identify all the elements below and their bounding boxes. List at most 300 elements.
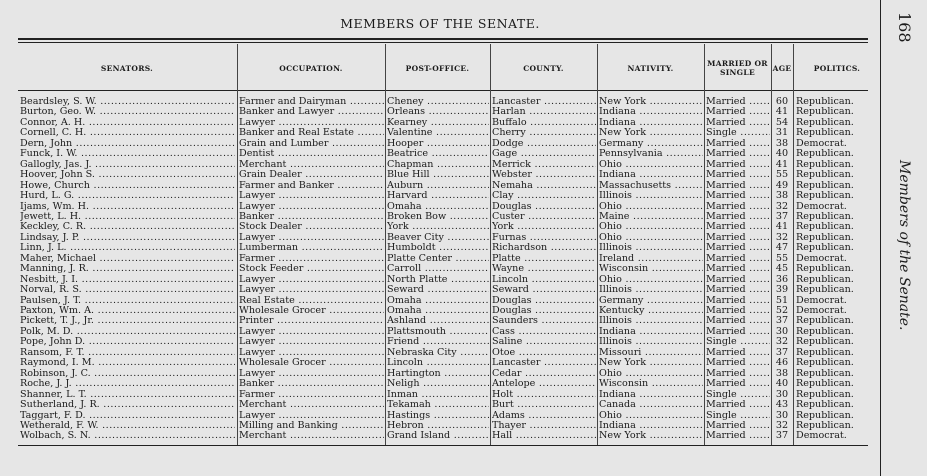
occupation-cell: Lawyer ..... (239, 368, 384, 379)
politics-cell: Republican. (796, 116, 854, 128)
senator-name-cell: Raymond, I. M. ..... (20, 357, 235, 368)
post-office-cell: Omaha ..... (387, 305, 489, 316)
politics-cell: Democrat. (796, 294, 847, 306)
county-cell: Saunders ..... (492, 315, 596, 326)
post-office-cell: Grand Island ..... (387, 430, 489, 441)
occupation-cell: Lumberman ..... (239, 242, 384, 253)
table-row (0, 127, 880, 138)
occupation-cell: Real Estate ..... (239, 295, 384, 306)
age-cell: 38 (775, 137, 789, 149)
married-cell: Married ..... (706, 274, 770, 285)
married-cell: Married ..... (706, 284, 770, 295)
table-row (0, 159, 880, 170)
senator-name-cell: Burton, Geo. W. ..... (20, 106, 235, 117)
post-office-cell: York ..... (387, 221, 489, 232)
table-row (0, 117, 880, 128)
senator-name-cell: Cornell, C. H. ..... (20, 127, 235, 138)
married-cell: Married ..... (706, 347, 770, 358)
occupation-cell: Banker and Real Estate ..... (239, 127, 384, 138)
married-cell: Married ..... (706, 180, 770, 191)
right-border-line (880, 0, 881, 476)
col-head-age: AGE (772, 63, 792, 73)
senator-name-cell: Dern, John ..... (20, 138, 235, 149)
county-cell: Lancaster ..... (492, 96, 596, 107)
age-cell: 46 (775, 357, 789, 369)
married-cell: Married ..... (706, 399, 770, 410)
age-cell: 37 (775, 315, 789, 327)
married-cell: Single ..... (706, 410, 770, 421)
county-cell: Adams ..... (492, 410, 596, 421)
politics-cell: Republican. (796, 179, 854, 191)
table-row (0, 430, 880, 441)
politics-cell: Republican. (796, 378, 854, 390)
age-cell: 31 (775, 127, 789, 139)
married-cell: Married ..... (706, 148, 770, 159)
table-row (0, 180, 880, 191)
politics-cell: Republican. (796, 106, 854, 118)
senator-name-cell: Pope, John D. ..... (20, 336, 235, 347)
county-cell: Otoe ..... (492, 347, 596, 358)
nativity-cell: Ireland ..... (599, 253, 703, 264)
senator-name-cell: Jewett, L. H. ..... (20, 211, 235, 222)
post-office-cell: Blue Hill ..... (387, 169, 489, 180)
politics-cell: Republican. (796, 158, 854, 170)
nativity-cell: Maine ..... (599, 211, 703, 222)
county-cell: Holt ..... (492, 389, 596, 400)
occupation-cell: Farmer and Dairyman ..... (239, 96, 384, 107)
occupation-cell: Farmer ..... (239, 389, 384, 400)
table-row (0, 315, 880, 326)
occupation-cell: Grain and Lumber ..... (239, 138, 384, 149)
occupation-cell: Grain Dealer ..... (239, 169, 384, 180)
bottom-rule (18, 445, 868, 446)
politics-cell: Republican. (796, 190, 854, 202)
occupation-cell: Lawyer ..... (239, 347, 384, 358)
senator-name-cell: Linn, J. L. ..... (20, 242, 235, 253)
occupation-cell: Banker ..... (239, 211, 384, 222)
nativity-cell: New York ..... (599, 430, 703, 441)
county-cell: Burt ..... (492, 399, 596, 410)
politics-cell: Republican. (796, 263, 854, 275)
occupation-cell: Merchant ..... (239, 430, 384, 441)
politics-cell: Republican. (796, 169, 854, 181)
table-row (0, 232, 880, 243)
politics-cell: Democrat. (796, 430, 847, 442)
table-row (0, 378, 880, 389)
post-office-cell: Tekamah ..... (387, 399, 489, 410)
page-number: 168 (895, 12, 914, 43)
post-office-cell: Seward ..... (387, 284, 489, 295)
senator-name-cell: Beardsley, S. W. ..... (20, 96, 235, 107)
politics-cell: Republican. (796, 367, 854, 379)
nativity-cell: Ohio ..... (599, 410, 703, 421)
post-office-cell: Plattsmouth ..... (387, 326, 489, 337)
married-cell: Married ..... (706, 190, 770, 201)
post-office-cell: Carroll ..... (387, 263, 489, 274)
married-cell: Married ..... (706, 159, 770, 170)
county-cell: Douglas ..... (492, 295, 596, 306)
married-cell: Married ..... (706, 221, 770, 232)
post-office-cell: Orleans ..... (387, 106, 489, 117)
politics-cell: Republican. (796, 231, 854, 243)
nativity-cell: Indiana ..... (599, 326, 703, 337)
table-row (0, 190, 880, 201)
age-cell: 32 (775, 419, 789, 431)
table-row (0, 410, 880, 421)
politics-cell: Democrat. (796, 200, 847, 212)
post-office-cell: Omaha ..... (387, 201, 489, 212)
occupation-cell: Lawyer ..... (239, 190, 384, 201)
top-rule-thin (18, 42, 868, 43)
table-row (0, 148, 880, 159)
married-cell: Married ..... (706, 430, 770, 441)
nativity-cell: Indiana ..... (599, 420, 703, 431)
nativity-cell: Ohio ..... (599, 232, 703, 243)
county-cell: Hall ..... (492, 430, 596, 441)
nativity-cell: New York ..... (599, 96, 703, 107)
county-cell: Lincoln ..... (492, 274, 596, 285)
county-cell: Harlan ..... (492, 106, 596, 117)
post-office-cell: Lincoln ..... (387, 357, 489, 368)
nativity-cell: Pennsylvania ..... (599, 148, 703, 159)
nativity-cell: Ohio ..... (599, 159, 703, 170)
senator-name-cell: Polk, M. D. ..... (20, 326, 235, 337)
table-row (0, 357, 880, 368)
table-row (0, 169, 880, 180)
header-bottom-rule (18, 90, 868, 91)
table-row (0, 389, 880, 400)
post-office-cell: Hartington ..... (387, 368, 489, 379)
table-row (0, 305, 880, 316)
table-row (0, 274, 880, 285)
county-cell: Clay ..... (492, 190, 596, 201)
married-cell: Married ..... (706, 315, 770, 326)
table-row (0, 138, 880, 149)
politics-cell: Republican. (796, 346, 854, 358)
table-row (0, 326, 880, 337)
occupation-cell: Lawyer ..... (239, 274, 384, 285)
county-cell: Merrick ..... (492, 159, 596, 170)
post-office-cell: Auburn ..... (387, 180, 489, 191)
politics-cell: Democrat. (796, 305, 847, 316)
age-cell: 41 (775, 158, 789, 170)
politics-cell: Republican. (796, 419, 854, 431)
post-office-cell: Platte Center ..... (387, 253, 489, 264)
senator-name-cell: Maher, Michael ..... (20, 253, 235, 264)
nativity-cell: Indiana ..... (599, 117, 703, 128)
senator-name-cell: Norval, R. S. ..... (20, 284, 235, 295)
age-cell: 41 (775, 221, 789, 233)
occupation-cell: Wholesale Grocer ..... (239, 305, 384, 316)
senator-name-cell: Hurd, L. G. ..... (20, 190, 235, 201)
senator-name-cell: Pickett, T. J., Jr. ..... (20, 315, 235, 326)
county-cell: York ..... (492, 221, 596, 232)
nativity-cell: Illinois ..... (599, 315, 703, 326)
occupation-cell: Lawyer ..... (239, 201, 384, 212)
col-head-county: COUNTY. (523, 63, 564, 73)
county-cell: Custer ..... (492, 211, 596, 222)
county-cell: Richardson ..... (492, 242, 596, 253)
nativity-cell: Wisconsin ..... (599, 378, 703, 389)
top-rule (18, 38, 868, 40)
post-office-cell: Ashland ..... (387, 315, 489, 326)
married-cell: Married ..... (706, 263, 770, 274)
table-row (0, 211, 880, 222)
table-row (0, 96, 880, 107)
county-cell: Lancaster ..... (492, 357, 596, 368)
post-office-cell: Hebron ..... (387, 420, 489, 431)
nativity-cell: Wisconsin ..... (599, 263, 703, 274)
politics-cell: Democrat. (796, 137, 847, 149)
county-cell: Wayne ..... (492, 263, 596, 274)
occupation-cell: Stock Feeder ..... (239, 263, 384, 274)
married-cell: Married ..... (706, 326, 770, 337)
nativity-cell: New York ..... (599, 127, 703, 138)
post-office-cell: Inman ..... (387, 389, 489, 400)
senator-name-cell: Shanner, L. T. ..... (20, 389, 235, 400)
age-cell: 30 (775, 325, 789, 337)
occupation-cell: Lawyer ..... (239, 326, 384, 337)
politics-cell: Republican. (796, 127, 854, 139)
table-row (0, 242, 880, 253)
married-cell: Single ..... (706, 127, 770, 138)
senator-name-cell: Hoover, John S. ..... (20, 169, 235, 180)
post-office-cell: North Platte ..... (387, 274, 489, 285)
married-cell: Married ..... (706, 169, 770, 180)
married-cell: Married ..... (706, 295, 770, 306)
occupation-cell: Banker and Lawyer ..... (239, 106, 384, 117)
occupation-cell: Merchant ..... (239, 159, 384, 170)
post-office-cell: Humboldt ..... (387, 242, 489, 253)
married-cell: Married ..... (706, 357, 770, 368)
col-head-occupation: OCCUPATION. (279, 63, 343, 73)
col-head-senators: SENATORS. (100, 63, 154, 73)
senator-name-cell: Keckley, C. R. ..... (20, 221, 235, 232)
page-title: MEMBERS OF THE SENATE. (340, 16, 540, 31)
post-office-cell: Beaver City ..... (387, 232, 489, 243)
county-cell: Furnas ..... (492, 232, 596, 243)
senator-name-cell: Sutherland, J. R. ..... (20, 399, 235, 410)
nativity-cell: Ohio ..... (599, 274, 703, 285)
senator-name-cell: Ransom, F. T. ..... (20, 347, 235, 358)
nativity-cell: Illinois ..... (599, 190, 703, 201)
nativity-cell: Illinois ..... (599, 242, 703, 253)
county-cell: Cass ..... (492, 326, 596, 337)
table-row (0, 263, 880, 274)
occupation-cell: Farmer ..... (239, 253, 384, 264)
married-cell: Married ..... (706, 378, 770, 389)
occupation-cell: Stock Dealer ..... (239, 221, 384, 232)
nativity-cell: Indiana ..... (599, 169, 703, 180)
age-cell: 55 (775, 169, 789, 181)
occupation-cell: Lawyer ..... (239, 284, 384, 295)
occupation-cell: Lawyer ..... (239, 117, 384, 128)
age-cell: 60 (775, 96, 789, 107)
occupation-cell: Printer ..... (239, 315, 384, 326)
age-cell: 36 (775, 273, 789, 285)
table-row (0, 201, 880, 212)
nativity-cell: Illinois ..... (599, 284, 703, 295)
nativity-cell: Indiana ..... (599, 106, 703, 117)
post-office-cell: Nebraska City ..... (387, 347, 489, 358)
post-office-cell: Kearney ..... (387, 117, 489, 128)
senator-name-cell: Wetherald, F. W. ..... (20, 420, 235, 431)
post-office-cell: Hastings ..... (387, 410, 489, 421)
age-cell: 49 (775, 179, 789, 191)
occupation-cell: Lawyer ..... (239, 410, 384, 421)
col-head-politics: POLITICS. (813, 63, 861, 73)
age-cell: 45 (775, 263, 789, 275)
table-row (0, 221, 880, 232)
age-cell: 40 (775, 378, 789, 390)
post-office-cell: Beatrice ..... (387, 148, 489, 159)
county-cell: Dodge ..... (492, 138, 596, 149)
politics-cell: Republican. (796, 357, 854, 369)
occupation-cell: Milling and Banking ..... (239, 420, 384, 431)
politics-cell: Republican. (796, 315, 854, 327)
age-cell: 37 (775, 430, 789, 442)
county-cell: Buffalo ..... (492, 117, 596, 128)
nativity-cell: Kentucky ..... (599, 305, 703, 316)
politics-cell: Republican. (796, 284, 854, 296)
senator-name-cell: Taggart, F. D. ..... (20, 410, 235, 421)
politics-cell: Republican. (796, 242, 854, 254)
age-cell: 52 (775, 305, 789, 316)
post-office-cell: Neligh ..... (387, 378, 489, 389)
post-office-cell: Omaha ..... (387, 295, 489, 306)
nativity-cell: Ohio ..... (599, 201, 703, 212)
senator-name-cell: Connor, A. H. ..... (20, 117, 235, 128)
nativity-cell: Ohio ..... (599, 368, 703, 379)
senator-name-cell: Paxton, Wm. A. ..... (20, 305, 235, 316)
post-office-cell: Hooper ..... (387, 138, 489, 149)
age-cell: 32 (775, 200, 789, 212)
occupation-cell: Banker ..... (239, 378, 384, 389)
county-cell: Platte ..... (492, 253, 596, 264)
post-office-cell: Friend ..... (387, 336, 489, 347)
married-cell: Married ..... (706, 117, 770, 128)
age-cell: 41 (775, 106, 789, 118)
married-cell: Single ..... (706, 389, 770, 400)
age-cell: 47 (775, 242, 789, 254)
nativity-cell: Massachusetts ..... (599, 180, 703, 191)
nativity-cell: Illinois ..... (599, 336, 703, 347)
politics-cell: Republican. (796, 210, 854, 222)
county-cell: Nemaha ..... (492, 180, 596, 191)
politics-cell: Democrat. (796, 252, 847, 264)
politics-cell: Republican. (796, 148, 854, 160)
post-office-cell: Harvard ..... (387, 190, 489, 201)
senator-name-cell: Roche, J. J. ..... (20, 378, 235, 389)
table-row (0, 106, 880, 117)
politics-cell: Republican. (796, 273, 854, 285)
married-cell: Married ..... (706, 201, 770, 212)
age-cell: 32 (775, 231, 789, 243)
married-cell: Married ..... (706, 96, 770, 107)
age-cell: 37 (775, 346, 789, 358)
nativity-cell: Germany ..... (599, 295, 703, 306)
post-office-cell: Chapman ..... (387, 159, 489, 170)
table-row (0, 336, 880, 347)
nativity-cell: New York ..... (599, 357, 703, 368)
occupation-cell: Merchant ..... (239, 399, 384, 410)
table-row (0, 420, 880, 431)
col-head-post-office: POST-OFFICE. (405, 63, 470, 73)
nativity-cell: Indiana ..... (599, 389, 703, 400)
married-cell: Single ..... (706, 336, 770, 347)
age-cell: 40 (775, 148, 789, 160)
table-row (0, 399, 880, 410)
age-cell: 43 (775, 399, 789, 411)
senator-name-cell: Manning, J. R. ..... (20, 263, 235, 274)
post-office-cell: Cheney ..... (387, 96, 489, 107)
occupation-cell: Dentist ..... (239, 148, 384, 159)
politics-cell: Republican. (796, 388, 854, 400)
politics-cell: Republican. (796, 409, 854, 421)
married-cell: Married ..... (706, 305, 770, 316)
occupation-cell: Lawyer ..... (239, 232, 384, 243)
senator-name-cell: Paulsen, J. T. ..... (20, 295, 235, 306)
age-cell: 55 (775, 252, 789, 264)
col-head-married: MARRIED OR SINGLE (707, 59, 768, 77)
married-cell: Married ..... (706, 211, 770, 222)
married-cell: Married ..... (706, 368, 770, 379)
county-cell: Antelope ..... (492, 378, 596, 389)
county-cell: Cedar ..... (492, 368, 596, 379)
age-cell: 37 (775, 210, 789, 222)
age-cell: 30 (775, 388, 789, 400)
senator-name-cell: Howe, Church ..... (20, 180, 235, 191)
politics-cell: Republican. (796, 399, 854, 411)
age-cell: 32 (775, 336, 789, 348)
county-cell: Douglas ..... (492, 201, 596, 212)
county-cell: Cherry ..... (492, 127, 596, 138)
county-cell: Douglas ..... (492, 305, 596, 316)
table-row (0, 284, 880, 295)
nativity-cell: Canada ..... (599, 399, 703, 410)
senator-name-cell: Wolbach, S. N. ..... (20, 430, 235, 441)
post-office-cell: Broken Bow ..... (387, 211, 489, 222)
age-cell: 38 (775, 367, 789, 379)
married-cell: Married ..... (706, 232, 770, 243)
age-cell: 54 (775, 116, 789, 128)
senator-name-cell: Nesbitt, J. I. ..... (20, 274, 235, 285)
county-cell: Webster ..... (492, 169, 596, 180)
occupation-cell: Wholesale Grocer ..... (239, 357, 384, 368)
married-cell: Married ..... (706, 138, 770, 149)
post-office-cell: Valentine ..... (387, 127, 489, 138)
nativity-cell: Ohio ..... (599, 221, 703, 232)
table-row (0, 295, 880, 306)
county-cell: Seward ..... (492, 284, 596, 295)
occupation-cell: Lawyer ..... (239, 336, 384, 347)
senator-name-cell: Robinson, J. C. ..... (20, 368, 235, 379)
county-cell: Thayer ..... (492, 420, 596, 431)
county-cell: Gage ..... (492, 148, 596, 159)
married-cell: Married ..... (706, 253, 770, 264)
politics-cell: Republican. (796, 336, 854, 348)
politics-cell: Republican. (796, 96, 854, 107)
nativity-cell: Missouri ..... (599, 347, 703, 358)
occupation-cell: Farmer and Banker ..... (239, 180, 384, 191)
county-cell: Saline ..... (492, 336, 596, 347)
side-running-title: Members of the Senate. (896, 160, 912, 331)
table-row (0, 347, 880, 358)
senator-name-cell: Ijams, Wm. H. ..... (20, 201, 235, 212)
age-cell: 38 (775, 190, 789, 202)
married-cell: Married ..... (706, 242, 770, 253)
senator-name-cell: Lindsay, J. P. ..... (20, 232, 235, 243)
